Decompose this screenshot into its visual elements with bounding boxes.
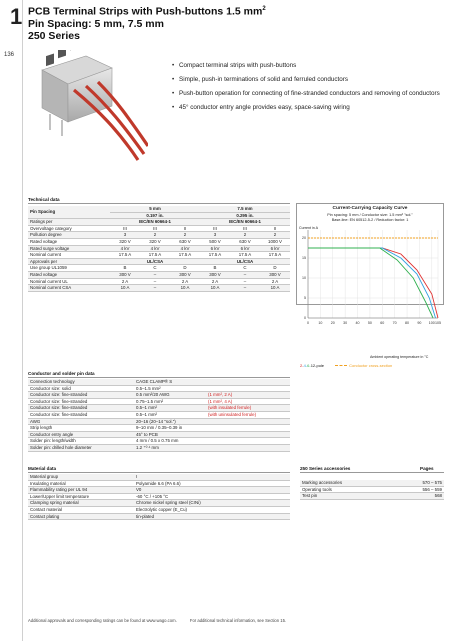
x-tick-label: 50 xyxy=(367,321,372,325)
table-cell: B xyxy=(200,265,230,272)
x-tick-label: 40 xyxy=(355,321,360,325)
table-cell: Operating tools xyxy=(300,486,392,493)
table-cell: Test pin xyxy=(300,493,392,500)
table-cell: 300 V xyxy=(110,272,140,279)
x-tick-label: 20 xyxy=(330,321,335,325)
table-cell: 6 kV xyxy=(260,245,290,252)
table-cell: 0.5–1 mm² xyxy=(134,412,206,419)
table-cell: IEC/EN 60664-1 xyxy=(200,219,290,226)
table-cell: 3 xyxy=(200,232,230,239)
table-cell: 570 – 575 xyxy=(392,480,444,486)
table-cell: AWG xyxy=(28,418,134,425)
chart-legend xyxy=(300,363,392,368)
conductor-data-title: Conductor and solder pin data xyxy=(28,371,95,376)
pin-spacing-label: Pin Spacing xyxy=(28,206,110,219)
table-cell xyxy=(206,438,290,445)
table-cell: 2 A xyxy=(110,278,140,285)
table-cell: III xyxy=(230,225,260,232)
accessories-title: 250 Series accessories xyxy=(300,466,351,471)
table-cell: B xyxy=(110,265,140,272)
table-cell: 2 xyxy=(170,232,200,239)
page-title xyxy=(28,3,328,42)
legend-max-line xyxy=(335,365,347,366)
legend-12pole: 12-pole xyxy=(310,363,325,368)
table-cell: – xyxy=(140,272,170,279)
table-cell: (1 mm², 4 A) xyxy=(206,398,290,405)
table-cell: 556 – 559 xyxy=(392,486,444,493)
table-cell: Nominal current UL xyxy=(28,278,110,285)
title-superscript: 2 xyxy=(262,6,266,12)
table-row xyxy=(28,412,290,419)
table-cell: 0.5–1.5 mm² xyxy=(134,385,206,392)
table-cell: 500 V xyxy=(200,239,230,246)
table-cell: D xyxy=(260,265,290,272)
footer xyxy=(28,618,286,623)
table-row xyxy=(28,431,290,438)
table-cell: 17.5 A xyxy=(260,252,290,259)
table-row xyxy=(28,385,290,392)
table-cell: D xyxy=(170,265,200,272)
pin-spacing-75-in: 0.295 in. xyxy=(200,212,290,219)
feature-item: • Compact terminal strips with push-buttons xyxy=(172,62,442,70)
table-cell: – xyxy=(140,285,170,292)
table-cell: 300 V xyxy=(260,272,290,279)
title-line-2: Pin Spacing: 5 mm, 7.5 mm xyxy=(28,17,164,30)
terminal-strip-image xyxy=(28,50,148,165)
table-cell: 4 kV xyxy=(140,245,170,252)
table-cell xyxy=(206,418,290,425)
table-cell xyxy=(206,431,290,438)
table-cell: Rated voltage xyxy=(28,272,110,279)
table-cell: tin-plated xyxy=(134,513,290,520)
table-cell: 2 xyxy=(140,232,170,239)
pin-spacing-5: 5 mm xyxy=(110,206,200,212)
table-cell: 10 A xyxy=(170,285,200,292)
table-cell: (1 mm², 2 A) xyxy=(206,392,290,399)
legend-2pole: 2- xyxy=(300,363,304,368)
table-cell: Solder pin: drilled hole diameter xyxy=(28,445,134,452)
legend-max: Conductor cross-section xyxy=(349,363,393,368)
accessories-table xyxy=(300,480,444,500)
table-row xyxy=(28,480,290,487)
table-row xyxy=(28,392,290,399)
table-row xyxy=(28,232,290,239)
current-capacity-chart xyxy=(296,228,444,360)
table-cell: 20–16 (20–14 "sol.") xyxy=(134,418,206,425)
table-cell: Conductor size: fine-stranded xyxy=(28,412,134,419)
table-row xyxy=(28,445,290,452)
table-row xyxy=(28,225,290,232)
table-cell: UL/CSA xyxy=(200,258,290,265)
table-cell: -60 °C / +105 °C xyxy=(134,493,290,500)
table-cell: 2 xyxy=(260,232,290,239)
table-cell: 2 A xyxy=(260,278,290,285)
section-divider xyxy=(28,472,290,473)
table-cell: 6 kV xyxy=(230,245,260,252)
table-cell: III xyxy=(110,225,140,232)
table-cell: Clamping spring material xyxy=(28,500,134,507)
table-cell: 568 xyxy=(392,493,444,500)
technical-data-table xyxy=(28,206,290,292)
table-cell: 320 V xyxy=(110,239,140,246)
table-cell: IEC/EN 60664-1 xyxy=(110,219,200,226)
x-tick-label: 105 xyxy=(435,321,441,325)
table-cell: (with insulated ferrule) xyxy=(206,405,290,412)
table-row xyxy=(28,507,290,514)
table-cell: 6 kV xyxy=(200,245,230,252)
table-cell: 4 mm / 0.5 x 0.75 mm xyxy=(134,438,206,445)
table-cell: C xyxy=(140,265,170,272)
table-cell: 10 A xyxy=(110,285,140,292)
table-cell: Polyamide 6.6 (PA 6.6) xyxy=(134,480,290,487)
table-cell: Conductor entry angle xyxy=(28,431,134,438)
table-row xyxy=(28,285,290,292)
table-cell: 0.75–1.5 mm² xyxy=(134,398,206,405)
chart-subtitle-1: Pin spacing: 5 mm / Conductor size: 1.5 mm² "sol." xyxy=(327,213,413,217)
x-tick-label: 30 xyxy=(343,321,348,325)
table-cell: Strip length xyxy=(28,425,134,432)
table-cell: 3 xyxy=(110,232,140,239)
feature-item: • 45° conductor entry angle provides easy, space-saving wiring xyxy=(172,104,442,112)
table-cell: CAGE CLAMP® S xyxy=(134,379,206,385)
x-tick-label: 0 xyxy=(307,321,309,325)
table-cell: Approvals per xyxy=(28,258,110,265)
pages-label: Pages xyxy=(420,466,434,471)
pin-spacing-5-in: 0.197 in. xyxy=(110,212,200,219)
table-row xyxy=(28,252,290,259)
x-tick-label: 80 xyxy=(405,321,410,325)
table-row xyxy=(300,486,444,493)
legend-6pole: 6- xyxy=(307,363,311,368)
table-cell: 10 A xyxy=(260,285,290,292)
footer-left: Additional approvals and corresponding ratings can be found at www.wago.com. xyxy=(28,618,177,623)
table-cell: II xyxy=(260,225,290,232)
section-divider xyxy=(28,377,290,378)
table-cell: 1000 V xyxy=(260,239,290,246)
table-cell: Solder pin: length/width xyxy=(28,438,134,445)
table-cell: 2 A xyxy=(200,278,230,285)
y-tick-label: 0 xyxy=(304,316,306,321)
table-cell: – xyxy=(230,285,260,292)
table-cell: C xyxy=(230,265,260,272)
y-tick-label: 10 xyxy=(302,276,306,281)
table-cell: 630 V xyxy=(170,239,200,246)
table-cell: 300 V xyxy=(200,272,230,279)
table-cell: Electrolytic copper (E_Cu) xyxy=(134,507,290,514)
y-tick-label: 20 xyxy=(302,236,306,241)
table-cell: V0 xyxy=(134,487,290,494)
table-cell: Material group xyxy=(28,474,134,480)
title-line-3: 250 Series xyxy=(28,29,80,42)
y-tick-label: 15 xyxy=(302,256,306,261)
feature-item: • Push-button operation for connecting of fine-stranded conductors and removing of conductors xyxy=(172,90,442,98)
x-tick-label: 90 xyxy=(417,321,422,325)
table-cell xyxy=(206,385,290,392)
legend-4pole: 4- xyxy=(303,363,308,368)
conductor-data-table xyxy=(28,379,290,452)
table-cell: Overvoltage category xyxy=(28,225,110,232)
table-cell: 17.5 A xyxy=(170,252,200,259)
footer-right: For additional technical information, see Section 15. xyxy=(189,618,287,623)
table-cell: 4 kV xyxy=(170,245,200,252)
table-cell: Nominal current xyxy=(28,252,110,259)
table-cell: – xyxy=(230,272,260,279)
table-row xyxy=(28,418,290,425)
technical-data-title: Technical data xyxy=(28,197,60,202)
chart-title: Current-Carrying Capacity Curve xyxy=(332,206,408,211)
table-cell: UL/CSA xyxy=(110,258,200,265)
chart-y-label: Current in A xyxy=(299,226,318,230)
pin-spacing-75: 7.5 mm xyxy=(200,206,290,212)
table-cell: Use group UL1059 xyxy=(28,265,110,272)
table-cell: 630 V xyxy=(230,239,260,246)
table-cell: III xyxy=(140,225,170,232)
x-tick-label: 70 xyxy=(392,321,397,325)
table-row xyxy=(28,278,290,285)
table-row xyxy=(28,258,290,265)
table-cell: 17.5 A xyxy=(230,252,260,259)
table-row xyxy=(28,265,290,272)
section-divider xyxy=(28,203,290,204)
table-row xyxy=(28,438,290,445)
table-cell: – xyxy=(140,278,170,285)
table-cell: 0.5 mm²/20 AWG xyxy=(134,392,206,399)
x-tick-label: 100 xyxy=(428,321,435,325)
table-cell: Contact plating xyxy=(28,513,134,520)
material-data-table xyxy=(28,474,290,520)
page-number: 136 xyxy=(4,52,15,58)
table-cell: 45° to PCB xyxy=(134,431,206,438)
table-cell: 10 A xyxy=(200,285,230,292)
table-cell: Lower/Upper limit temperature xyxy=(28,493,134,500)
table-cell: II xyxy=(170,225,200,232)
table-cell: Contact material xyxy=(28,507,134,514)
table-cell: 4 kV xyxy=(110,245,140,252)
table-row xyxy=(28,487,290,494)
table-row xyxy=(28,219,290,226)
x-tick-label: 10 xyxy=(318,321,323,325)
title-line-1: PCB Terminal Strips with Push-buttons 1.5 mm xyxy=(28,5,263,18)
table-cell: Nominal current CSA xyxy=(28,285,110,292)
table-row xyxy=(300,493,444,500)
table-cell: 9–10 mm / 0.35–0.39 in xyxy=(134,425,206,432)
table-cell: I xyxy=(134,474,290,480)
table-cell xyxy=(206,445,290,452)
table-row xyxy=(28,272,290,279)
table-cell: (with uninsulated ferrule) xyxy=(206,412,290,419)
material-data-title: Material data xyxy=(28,466,57,471)
table-cell: Conductor size: solid xyxy=(28,385,134,392)
x-tick-label: 60 xyxy=(380,321,385,325)
table-row xyxy=(28,493,290,500)
table-cell: Conductor size: fine-stranded xyxy=(28,405,134,412)
table-cell: Conductor size: fine-stranded xyxy=(28,398,134,405)
table-cell: III xyxy=(200,225,230,232)
table-cell: Pollution degree xyxy=(28,232,110,239)
chart-subtitle-2: Base-line: EN 60512-5-2 / Reduction factor: 1 xyxy=(331,217,409,222)
table-cell xyxy=(206,425,290,432)
table-cell: 17.5 A xyxy=(110,252,140,259)
table-row xyxy=(28,500,290,507)
series-line xyxy=(308,248,438,318)
chart-x-label: Ambient operating temperature in °C xyxy=(370,355,429,359)
table-cell: 17.5 A xyxy=(200,252,230,259)
table-cell: Insulating material xyxy=(28,480,134,487)
table-cell: Rated surge voltage xyxy=(28,245,110,252)
table-cell: Connection technology xyxy=(28,379,134,385)
table-row xyxy=(28,239,290,246)
table-cell: Ratings per xyxy=(28,219,110,226)
y-tick-label: 5 xyxy=(304,296,306,301)
table-row xyxy=(28,245,290,252)
table-cell: 17.5 A xyxy=(140,252,170,259)
margin-divider xyxy=(22,0,23,641)
table-row xyxy=(28,405,290,412)
table-cell: – xyxy=(230,278,260,285)
table-cell: Marking accessories xyxy=(300,480,392,486)
table-cell: 0.5–1 mm² xyxy=(134,405,206,412)
table-row xyxy=(28,513,290,520)
feature-item: • Simple, push-in terminations of solid and ferruled conductors xyxy=(172,76,442,84)
table-cell: 2 A xyxy=(170,278,200,285)
table-cell: 1.2 ⁺⁰·¹ mm xyxy=(134,445,206,452)
table-cell: Rated voltage xyxy=(28,239,110,246)
section-divider xyxy=(300,472,444,473)
feature-list xyxy=(172,62,442,118)
table-cell: Conductor size: fine-stranded xyxy=(28,392,134,399)
table-row xyxy=(28,398,290,405)
table-cell: 300 V xyxy=(170,272,200,279)
table-cell: 2 xyxy=(230,232,260,239)
table-cell: Flammability rating per UL 94 xyxy=(28,487,134,494)
table-cell: 320 V xyxy=(140,239,170,246)
table-cell: Chrome nickel spring steel (CrNi) xyxy=(134,500,290,507)
chart-subtitle xyxy=(296,213,444,222)
chapter-number: 1 xyxy=(10,4,23,29)
table-row xyxy=(28,425,290,432)
series-line xyxy=(308,248,433,318)
series-line xyxy=(308,248,436,318)
